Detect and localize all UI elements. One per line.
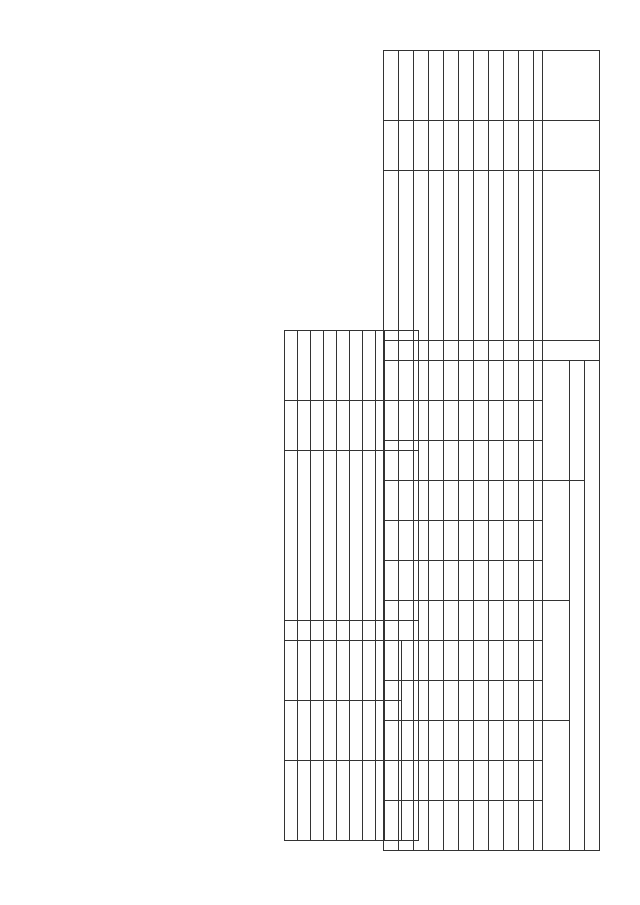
value-cell (459, 801, 474, 851)
t21-col-number (534, 441, 543, 481)
t22-col-number (376, 451, 385, 621)
table-row (298, 331, 311, 841)
row-name-cell (298, 331, 311, 401)
t22-head-name (385, 331, 419, 401)
t22-col-number (376, 331, 385, 401)
value-cell (519, 681, 534, 721)
t21-head-indicator (543, 171, 600, 341)
value-cell (363, 641, 376, 701)
value-cell (489, 481, 504, 521)
value-cell (504, 481, 519, 521)
row-type-cell (311, 401, 324, 451)
row-label (474, 171, 489, 341)
value-cell (474, 641, 489, 681)
value-cell (444, 561, 459, 601)
row-code (350, 621, 363, 641)
row-name-cell (285, 331, 298, 401)
t22-col-number (376, 401, 385, 451)
t21-head-incl (570, 481, 585, 851)
value-cell (311, 761, 324, 841)
value-cell (459, 521, 474, 561)
table-row (504, 51, 519, 851)
row-code (444, 341, 459, 361)
t22-head-type (385, 401, 419, 451)
row-type-cell (324, 401, 337, 451)
value-cell (298, 641, 311, 701)
table-row (444, 51, 459, 851)
value-cell (444, 721, 459, 761)
value-cell (459, 761, 474, 801)
t21-head-volume (585, 361, 600, 851)
value-cell (474, 721, 489, 761)
row-name-cell (350, 331, 363, 401)
value-cell (504, 401, 519, 441)
t21-col-number (534, 721, 543, 761)
t22-col-number (376, 621, 385, 641)
value-cell (519, 801, 534, 851)
value-cell (444, 481, 459, 521)
value-cell (444, 521, 459, 561)
value-cell (363, 761, 376, 841)
t21-head-total (570, 361, 585, 481)
t22-col-number (376, 641, 385, 701)
value-cell (504, 361, 519, 401)
value-cell (489, 401, 504, 441)
t22-col-number (376, 761, 385, 841)
t21-head-name (543, 51, 600, 121)
t21-col-number (534, 481, 543, 521)
row-label (285, 451, 298, 621)
row-label (324, 451, 337, 621)
table-2-2-title (419, 50, 428, 850)
row-type-cell (474, 121, 489, 171)
table-2-2 (284, 330, 419, 841)
row-label (350, 451, 363, 621)
table-row (311, 331, 324, 841)
t22-head-code (385, 621, 419, 641)
value-cell (489, 641, 504, 681)
row-label (311, 451, 324, 621)
t21-head-year-group (543, 601, 570, 721)
value-cell (474, 441, 489, 481)
value-cell (504, 801, 519, 851)
table-2-2-block (284, 50, 432, 850)
value-cell (519, 521, 534, 561)
value-cell (489, 361, 504, 401)
value-cell (285, 701, 298, 761)
row-name-cell (489, 51, 504, 121)
value-cell (459, 561, 474, 601)
row-type-cell (489, 121, 504, 171)
value-cell (519, 721, 534, 761)
value-cell (459, 481, 474, 521)
t22-year-col (385, 641, 402, 701)
value-cell (459, 401, 474, 441)
value-cell (444, 601, 459, 641)
row-code (363, 621, 376, 641)
value-cell (489, 801, 504, 851)
t21-col-number (534, 341, 543, 361)
value-cell (298, 761, 311, 841)
t21-year-cols (543, 361, 570, 481)
value-cell (298, 701, 311, 761)
section-2-title (609, 50, 618, 850)
row-code (489, 341, 504, 361)
value-cell (519, 401, 534, 441)
value-cell (459, 601, 474, 641)
row-label (489, 171, 504, 341)
value-cell (474, 601, 489, 641)
value-cell (504, 521, 519, 561)
value-cell (459, 641, 474, 681)
row-name-cell (444, 51, 459, 121)
value-cell (489, 721, 504, 761)
t21-col-number (534, 761, 543, 801)
value-cell (444, 801, 459, 851)
value-cell (489, 561, 504, 601)
value-cell (504, 561, 519, 601)
t22-head-volume (402, 641, 419, 841)
row-name-cell (311, 331, 324, 401)
t22-year-col (385, 761, 402, 841)
value-cell (459, 441, 474, 481)
value-cell (474, 561, 489, 601)
row-label (298, 451, 311, 621)
value-cell (337, 641, 350, 701)
table-row (285, 331, 298, 841)
value-cell (350, 641, 363, 701)
row-type-cell (285, 401, 298, 451)
value-cell (489, 681, 504, 721)
value-cell (474, 521, 489, 561)
t21-col-number (534, 681, 543, 721)
value-cell (519, 481, 534, 521)
table-row (474, 51, 489, 851)
value-cell (285, 761, 298, 841)
t21-col-number (534, 51, 543, 121)
row-type-cell (459, 121, 474, 171)
row-code (285, 621, 298, 641)
row-code (324, 621, 337, 641)
t21-col-number (534, 121, 543, 171)
row-type-cell (519, 121, 534, 171)
table-row (459, 51, 474, 851)
value-cell (474, 361, 489, 401)
value-cell (444, 401, 459, 441)
row-name-cell (324, 331, 337, 401)
t21-col-number (534, 401, 543, 441)
t22-col-number (376, 701, 385, 761)
value-cell (519, 561, 534, 601)
value-cell (489, 761, 504, 801)
row-label (519, 171, 534, 341)
value-cell (474, 481, 489, 521)
row-code (298, 621, 311, 641)
row-type-cell (298, 401, 311, 451)
t21-col-number (534, 521, 543, 561)
row-label (459, 171, 474, 341)
value-cell (324, 761, 337, 841)
row-code (519, 341, 534, 361)
t22-head-indicator (385, 451, 419, 621)
row-type-cell (504, 121, 519, 171)
row-label (444, 171, 459, 341)
value-cell (459, 681, 474, 721)
table-row (489, 51, 504, 851)
value-cell (444, 641, 459, 681)
value-cell (504, 761, 519, 801)
value-cell (519, 761, 534, 801)
value-cell (324, 641, 337, 701)
row-code (474, 341, 489, 361)
t22-col-numbers-row (376, 331, 385, 841)
value-cell (474, 761, 489, 801)
value-cell (285, 641, 298, 701)
value-cell (444, 361, 459, 401)
value-cell (519, 361, 534, 401)
value-cell (489, 521, 504, 561)
value-cell (474, 401, 489, 441)
value-cell (519, 441, 534, 481)
value-cell (489, 441, 504, 481)
value-cell (444, 441, 459, 481)
row-code (311, 621, 324, 641)
value-cell (519, 601, 534, 641)
value-cell (363, 701, 376, 761)
row-name-cell (519, 51, 534, 121)
value-cell (311, 641, 324, 701)
row-name-cell (474, 51, 489, 121)
value-cell (519, 641, 534, 681)
row-code (337, 621, 350, 641)
value-cell (350, 761, 363, 841)
t21-col-number (534, 561, 543, 601)
t22-year-col (385, 701, 402, 761)
t22-body (285, 331, 376, 841)
table-row (324, 331, 337, 841)
row-type-cell (337, 401, 350, 451)
t21-head-type (543, 121, 600, 171)
value-cell (504, 441, 519, 481)
row-type-cell (350, 401, 363, 451)
value-cell (324, 701, 337, 761)
t21-col-number (534, 801, 543, 851)
value-cell (459, 721, 474, 761)
row-label (363, 451, 376, 621)
value-cell (504, 601, 519, 641)
row-type-cell (363, 401, 376, 451)
row-code (459, 341, 474, 361)
value-cell (444, 761, 459, 801)
row-type-cell (444, 121, 459, 171)
value-cell (337, 761, 350, 841)
t21-head-insurance (543, 721, 570, 851)
row-name-cell (337, 331, 350, 401)
row-label (337, 451, 350, 621)
row-label (504, 171, 519, 341)
value-cell (444, 681, 459, 721)
value-cell (459, 361, 474, 401)
t21-col-number (534, 641, 543, 681)
row-code (504, 341, 519, 361)
value-cell (504, 721, 519, 761)
value-cell (504, 641, 519, 681)
value-cell (350, 701, 363, 761)
value-cell (474, 681, 489, 721)
table-row (337, 331, 350, 841)
value-cell (474, 801, 489, 851)
t21-col-number (534, 361, 543, 401)
t21-col-number (534, 601, 543, 641)
value-cell (337, 701, 350, 761)
table-row (363, 331, 376, 841)
table-row (350, 331, 363, 841)
table-row (519, 51, 534, 851)
value-cell (489, 601, 504, 641)
row-name-cell (363, 331, 376, 401)
t21-col-number (534, 171, 543, 341)
t21-head-code (543, 341, 600, 361)
t21-col-numbers-row (534, 51, 543, 851)
row-name-cell (459, 51, 474, 121)
value-cell (504, 681, 519, 721)
table-2-1-title (600, 50, 609, 850)
t21-head-wage-fund (543, 481, 570, 601)
value-cell (311, 701, 324, 761)
row-name-cell (504, 51, 519, 121)
